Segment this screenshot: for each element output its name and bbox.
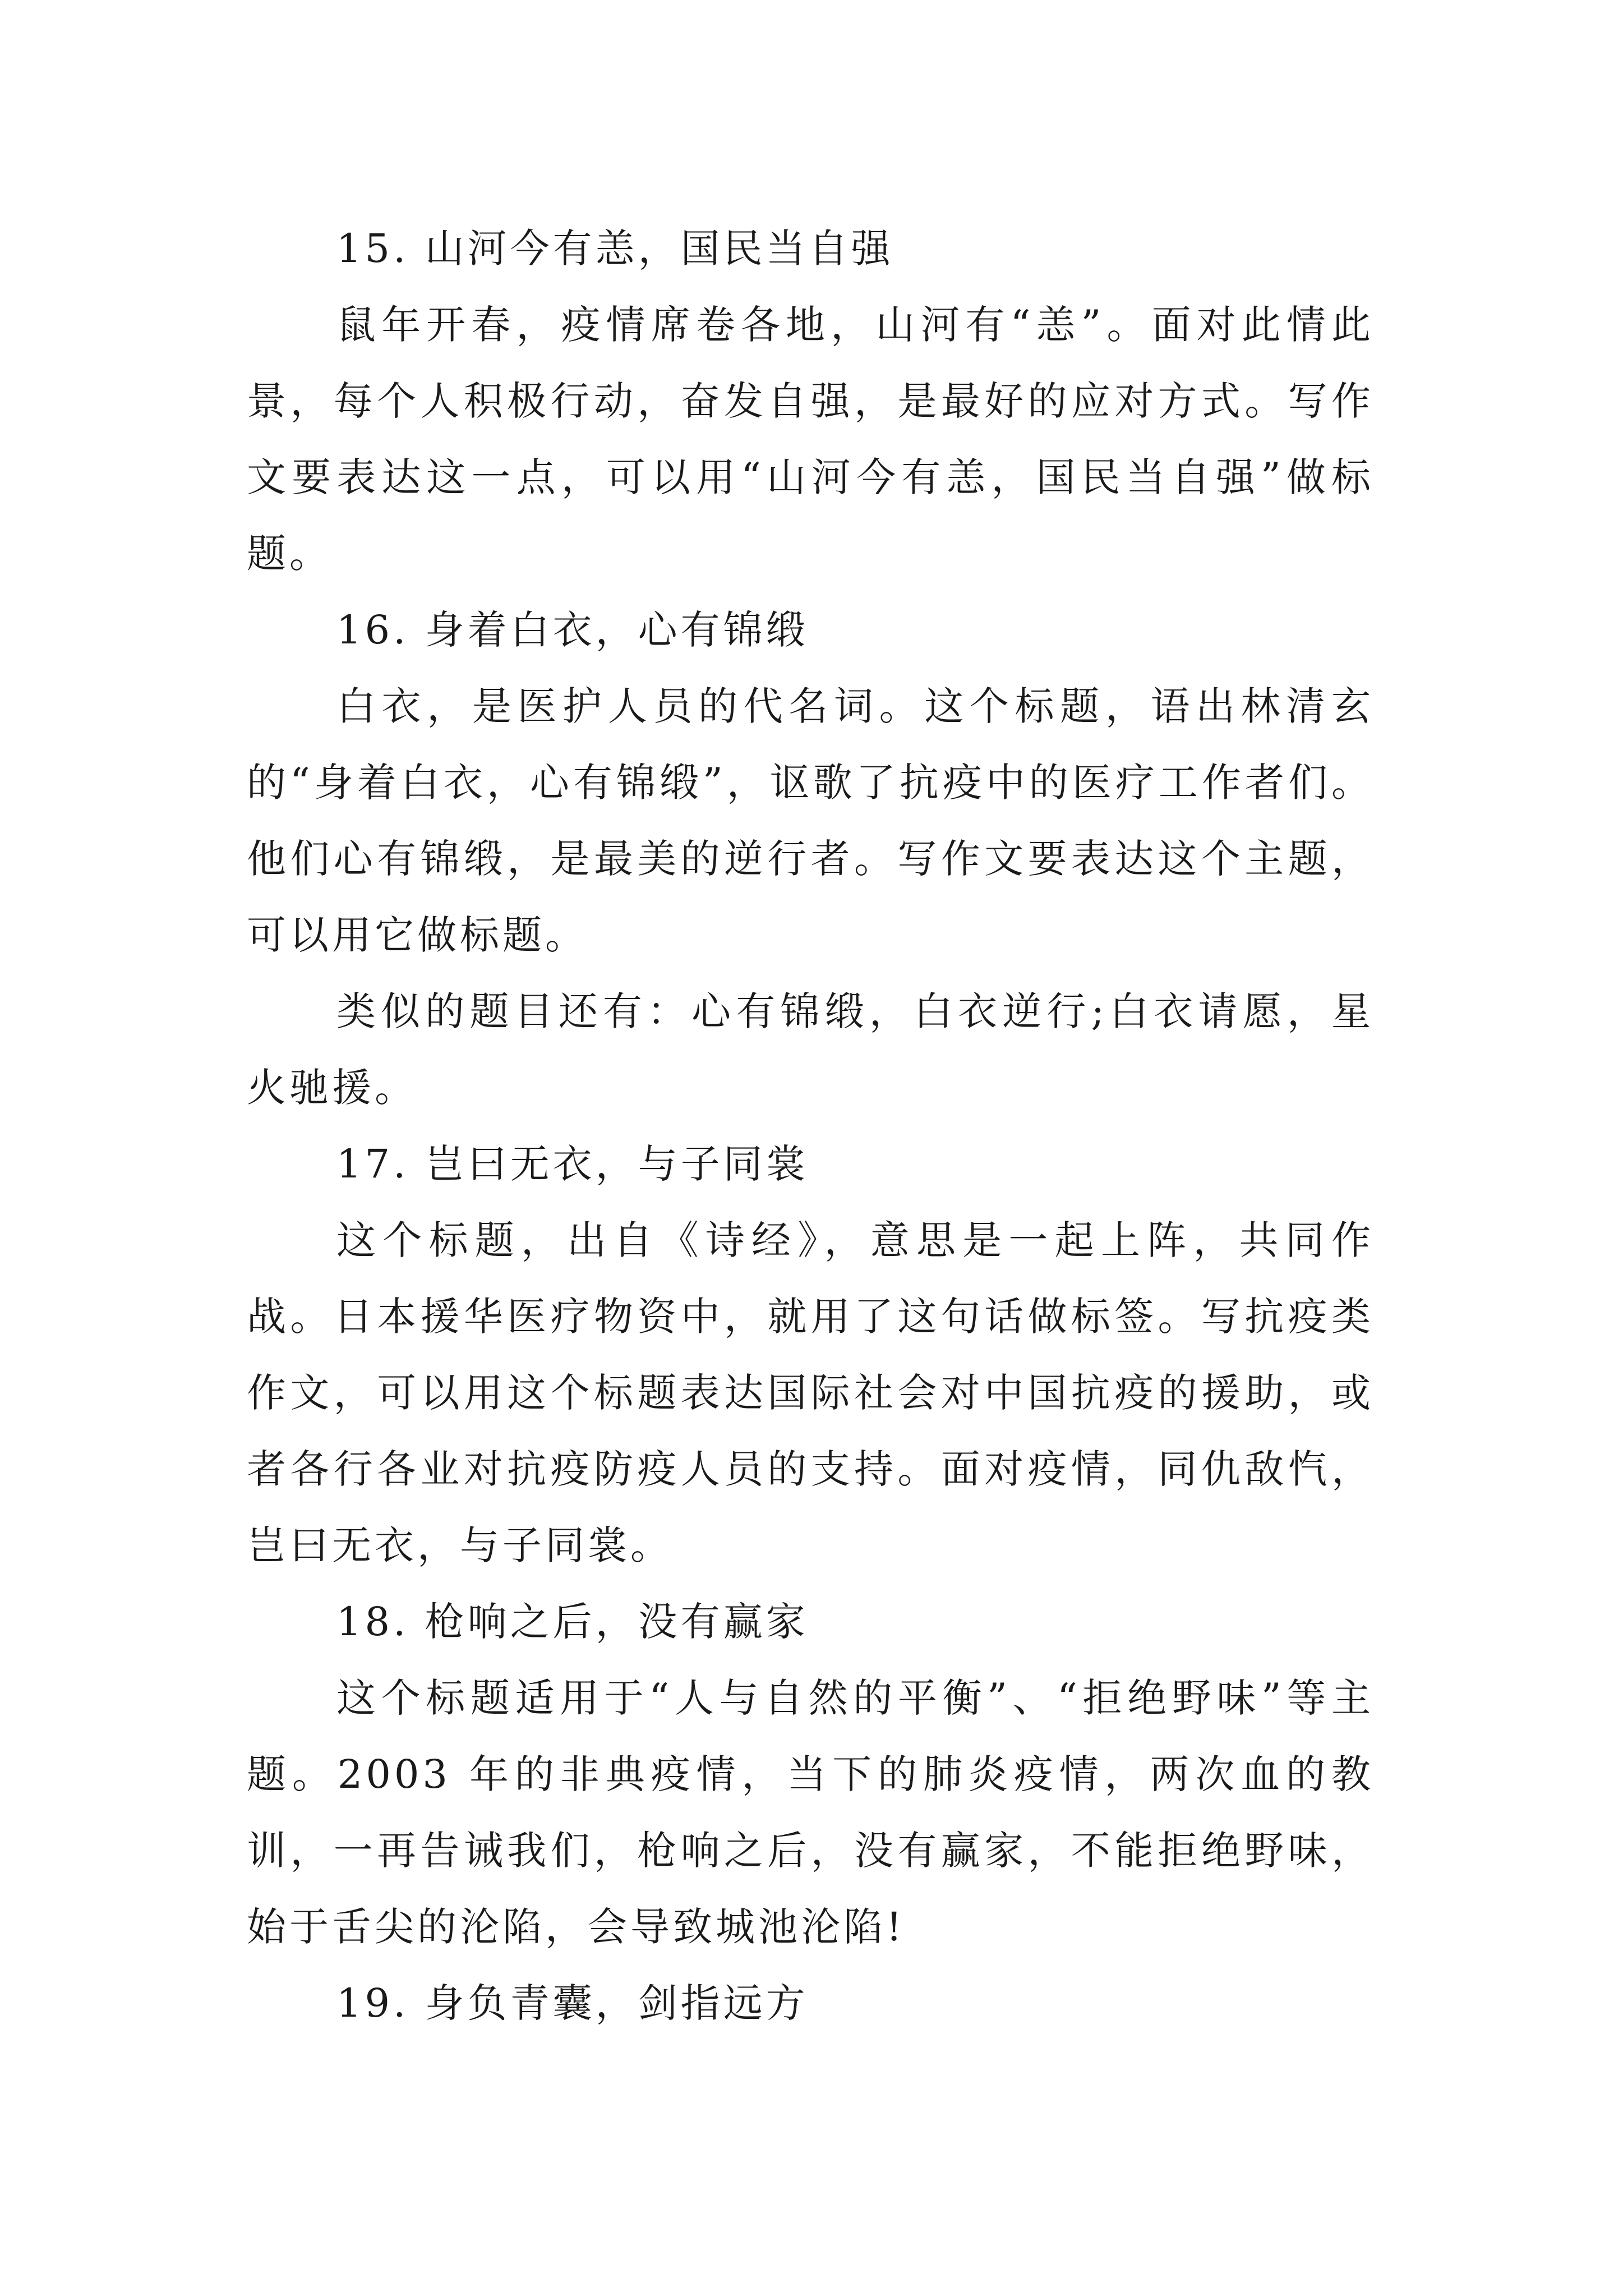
- section-heading-15: 15. 山河今有恙，国民当自强: [336, 226, 894, 272]
- document-body: [247, 210, 1374, 2041]
- paragraph-18-body: 这个标题适用于“人与自然的平衡”、“拒绝野味”等主题。2003 年的非典疫情，当下的肺炎疫情，两次血的教训，一再告诫我们，枪响之后，没有赢家，不能拒绝野味，始于舌尖的沦陷，会导致城池沦陷!: [247, 1675, 1374, 1950]
- paragraph-15-body: 鼠年开春，疫情席卷各地，山河有“恙”。面对此情此景，每个人积极行动，奋发自强，是最好的应对方式。写作文要表达这一点，可以用“山河今有恙，国民当自强”做标题。: [247, 302, 1374, 577]
- paragraph-17-body: 这个标题，出自《诗经》，意思是一起上阵，共同作战。日本援华医疗物资中，就用了这句话做标签。写抗疫类作文，可以用这个标题表达国际社会对中国抗疫的援助，或者各行各业对抗疫防疫人员的支持。面对疫情，同仇敌忾，岂曰无衣，与子同裳。: [247, 1217, 1374, 1568]
- paragraph-16-body: 白衣，是医护人员的代名词。这个标题，语出林清玄的“身着白衣，心有锦缎”，讴歌了抗疫中的医疗工作者们。他们心有锦缎，是最美的逆行者。写作文要表达这个主题，可以用它做标题。: [247, 683, 1374, 958]
- section-heading-16: 16. 身着白衣，心有锦缎: [336, 607, 809, 653]
- section-heading-17: 17. 岂曰无衣，与子同裳: [336, 1141, 809, 1187]
- section-heading-18: 18. 枪响之后，没有赢家: [336, 1599, 809, 1645]
- section-heading-19: 19. 身负青囊，剑指远方: [336, 1980, 809, 2026]
- paragraph-16-similar-titles: 类似的题目还有：心有锦缎，白衣逆行;白衣请愿，星火驰援。: [247, 988, 1374, 1111]
